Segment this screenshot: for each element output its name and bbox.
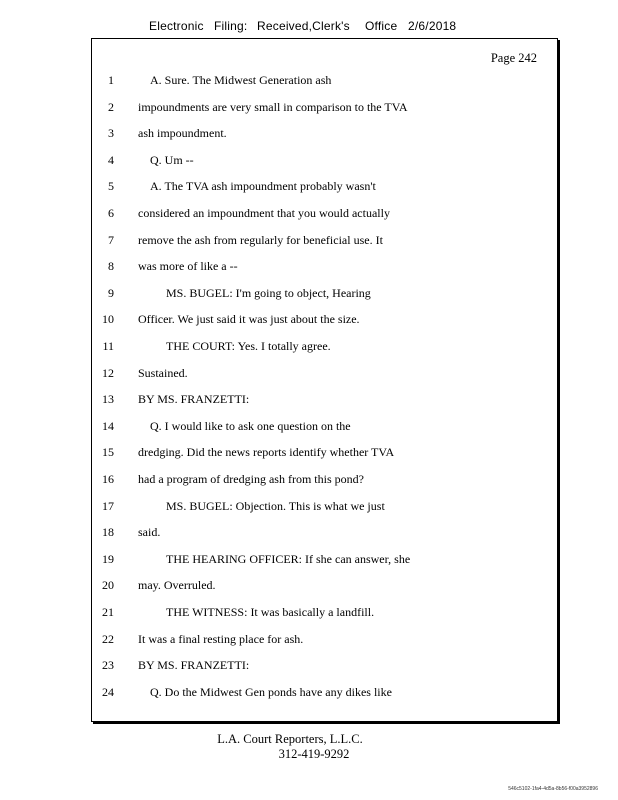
transcript-line — [92, 153, 557, 173]
line-text: considered an impoundment that you would actually — [138, 206, 390, 220]
transcript-line — [92, 419, 557, 439]
transcript-line — [92, 685, 557, 705]
line-text: Q. I would like to ask one question on the — [150, 418, 351, 433]
line-number: 20 — [102, 578, 114, 593]
transcript-line — [92, 472, 557, 492]
transcript-line — [92, 286, 557, 306]
transcript-line — [92, 73, 557, 93]
line-number: 14 — [102, 418, 114, 433]
line-number: 9 — [108, 285, 114, 300]
line-text: was more of like a -- — [138, 259, 238, 274]
line-number: 23 — [102, 658, 114, 673]
transcript-line — [92, 499, 557, 519]
line-number: 17 — [102, 498, 114, 513]
line-number: 11 — [102, 339, 114, 353]
line-number: 3 — [108, 126, 114, 141]
line-text: MS. BUGEL: Objection. This is what we just — [166, 498, 385, 513]
stamp-office: Office — [365, 19, 398, 33]
stamp-date: 2/6/2018 — [408, 19, 457, 33]
line-text: It was a final resting place for ash. — [138, 631, 304, 646]
line-text: impoundments are very small in comparison to the TVA — [138, 99, 408, 114]
transcript-line — [92, 259, 557, 279]
footer-phone: 312-419-9292 — [278, 747, 350, 761]
line-text: A. Sure. The Midwest Generation ash — [150, 73, 332, 87]
line-number: 22 — [102, 631, 114, 646]
line-text: Sustained. — [138, 365, 188, 380]
stamp-received: Received,Clerk's — [257, 19, 350, 33]
line-number: 10 — [102, 312, 114, 327]
line-number: 15 — [102, 445, 114, 460]
transcript-line — [92, 552, 557, 572]
line-text: Q. Do the Midwest Gen ponds have any dikes like — [150, 684, 392, 699]
line-number: 4 — [108, 152, 114, 167]
line-text: THE COURT: Yes. I totally agree. — [166, 339, 331, 353]
line-text: THE WITNESS: It was basically a landfill. — [166, 605, 375, 619]
transcript-line — [92, 179, 557, 199]
line-text: THE HEARING OFFICER: If she can answer, she — [166, 551, 411, 566]
line-number: 24 — [102, 684, 114, 699]
transcript-line — [92, 392, 557, 412]
transcript-line — [92, 339, 557, 359]
footer-company: L.A. Court Reporters, L.L.C. — [217, 732, 363, 746]
line-number: 21 — [102, 605, 114, 619]
line-number: 13 — [102, 392, 114, 407]
line-number: 7 — [108, 232, 114, 247]
transcript-line — [92, 658, 557, 678]
transcript-line — [92, 312, 557, 332]
transcript-line — [92, 233, 557, 253]
line-text: said. — [138, 525, 161, 540]
line-text: remove the ash from regularly for beneficial use. It — [138, 232, 383, 247]
transcript-line — [92, 605, 557, 625]
transcript-line — [92, 126, 557, 146]
transcript-line — [92, 578, 557, 598]
line-number: 16 — [102, 472, 114, 486]
line-number: 18 — [102, 525, 114, 540]
line-number: 1 — [108, 73, 114, 87]
line-text: may. Overruled. — [138, 578, 216, 593]
line-text: MS. BUGEL: I'm going to object, Hearing — [166, 285, 371, 300]
line-number: 5 — [108, 179, 114, 194]
line-number: 6 — [108, 206, 114, 220]
line-text: Officer. We just said it was just about the size. — [138, 312, 360, 327]
transcript-line — [92, 366, 557, 386]
line-number: 8 — [108, 259, 114, 274]
line-text: BY MS. FRANZETTI: — [138, 392, 250, 407]
line-text: A. The TVA ash impoundment probably wasn't — [150, 179, 376, 194]
document-hash: 546c5102-1fa4-4d5a-8b56-f00a3952896 — [508, 786, 598, 792]
page-number: Page 242 — [490, 51, 537, 65]
line-text: Q. Um -- — [150, 152, 194, 167]
line-text: had a program of dredging ash from this pond? — [138, 472, 364, 486]
stamp-filing: Filing: — [214, 19, 248, 33]
line-text: BY MS. FRANZETTI: — [138, 658, 250, 673]
transcript-line — [92, 632, 557, 652]
transcript-line — [92, 100, 557, 120]
line-text: ash impoundment. — [138, 126, 227, 141]
transcript-line — [92, 206, 557, 226]
transcript-page — [91, 38, 558, 722]
line-number: 19 — [102, 551, 114, 566]
line-number: 2 — [108, 99, 114, 114]
line-number: 12 — [102, 365, 114, 380]
line-text: dredging. Did the news reports identify whether TVA — [138, 445, 395, 460]
transcript-line — [92, 445, 557, 465]
transcript-line — [92, 525, 557, 545]
stamp-electronic: Electronic — [149, 19, 204, 33]
